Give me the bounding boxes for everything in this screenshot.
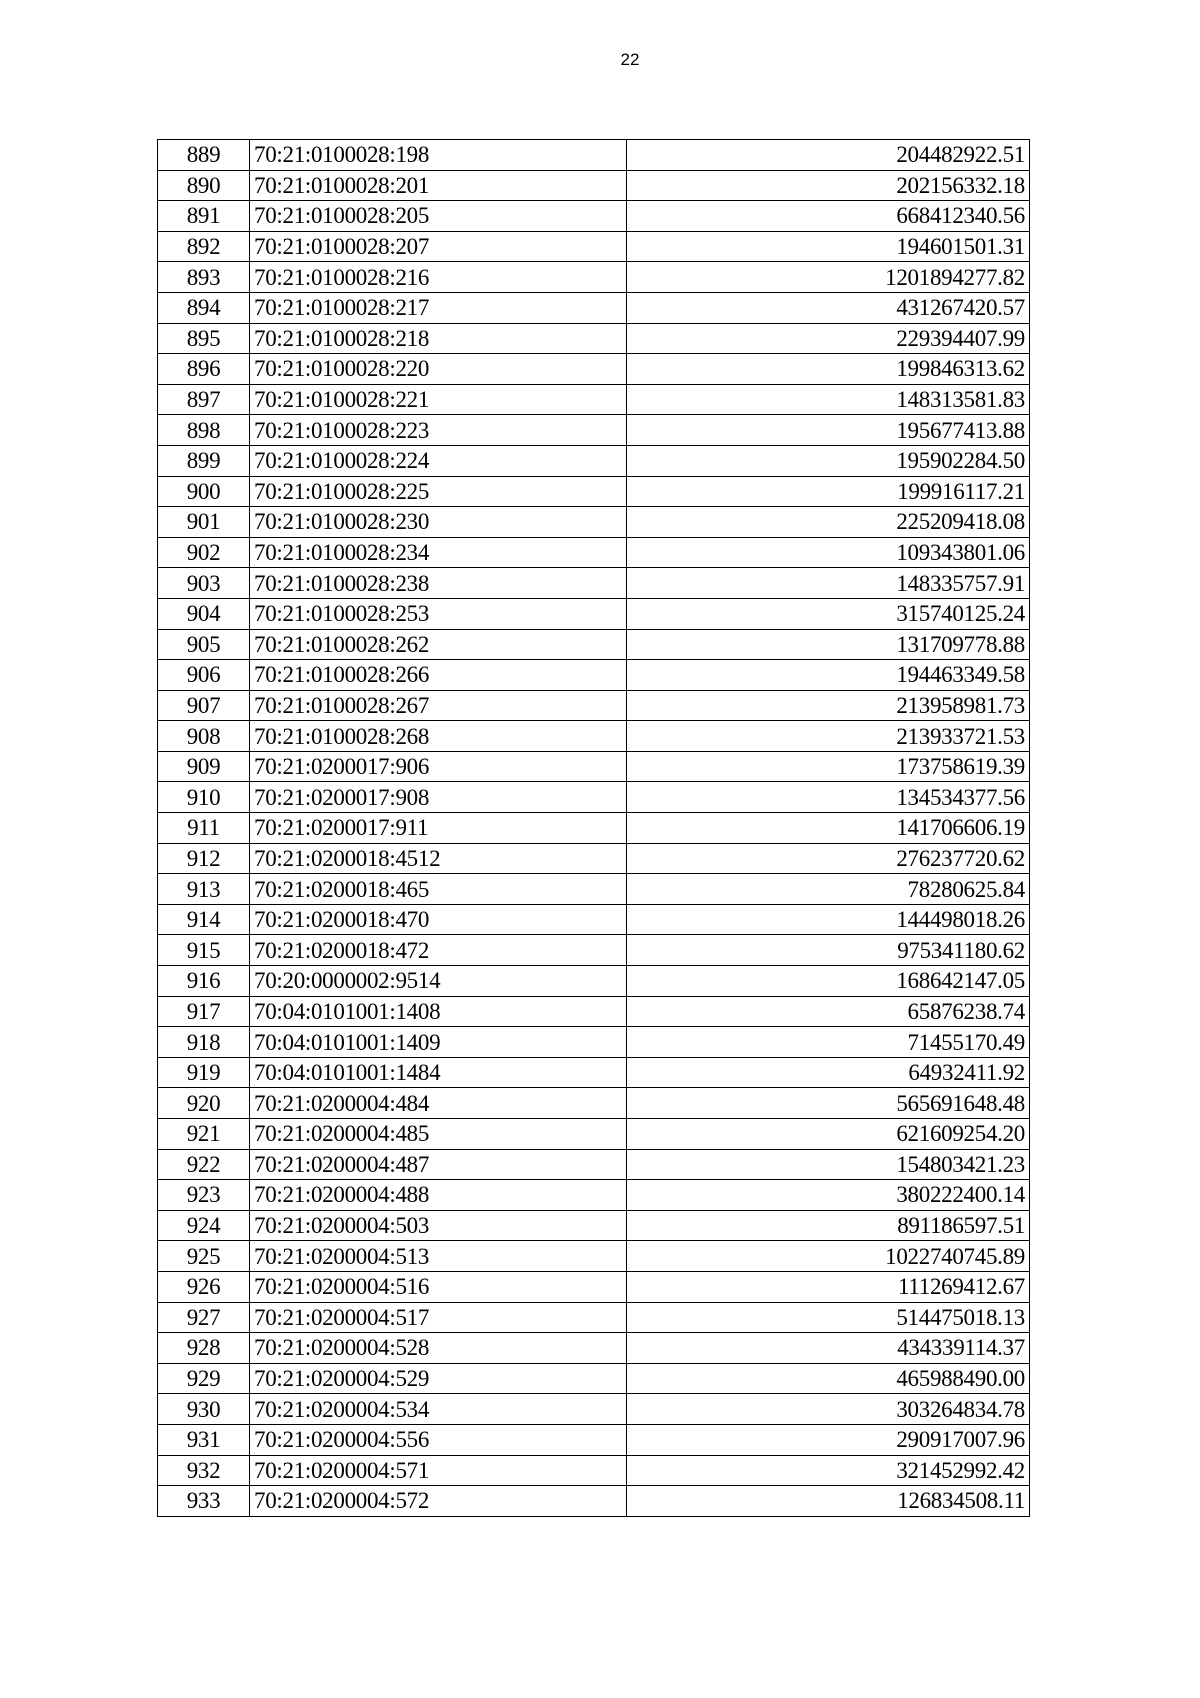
row-number-cell: 898 [158, 415, 250, 446]
cadastral-number-cell: 70:21:0200018:465 [250, 874, 627, 905]
table-row [158, 1333, 1030, 1364]
cadastral-value-cell: 204482922.51 [627, 140, 1030, 171]
table-row [158, 445, 1030, 476]
table-row [158, 292, 1030, 323]
table-row [158, 1271, 1030, 1302]
table-row [158, 660, 1030, 691]
cadastral-value-cell: 111269412.67 [627, 1271, 1030, 1302]
cadastral-value-cell: 194601501.31 [627, 231, 1030, 262]
row-number-cell: 931 [158, 1424, 250, 1455]
table-body [158, 140, 1030, 1517]
row-number-cell: 924 [158, 1210, 250, 1241]
cadastral-value-cell: 168642147.05 [627, 966, 1030, 997]
cadastral-number-cell: 70:04:0101001:1409 [250, 1027, 627, 1058]
cadastral-value-cell: 225209418.08 [627, 507, 1030, 538]
cadastral-number-cell: 70:21:0200017:911 [250, 813, 627, 844]
cadastral-number-cell: 70:21:0200018:472 [250, 935, 627, 966]
table-row [158, 201, 1030, 232]
table-row [158, 966, 1030, 997]
cadastral-number-cell: 70:21:0100028:266 [250, 660, 627, 691]
row-number-cell: 922 [158, 1149, 250, 1180]
cadastral-value-cell: 290917007.96 [627, 1424, 1030, 1455]
cadastral-number-cell: 70:21:0100028:230 [250, 507, 627, 538]
cadastral-number-cell: 70:21:0200004:529 [250, 1363, 627, 1394]
row-number-cell: 929 [158, 1363, 250, 1394]
table-row [158, 1424, 1030, 1455]
table-row [158, 1210, 1030, 1241]
row-number-cell: 897 [158, 384, 250, 415]
cadastral-number-cell: 70:21:0200004:513 [250, 1241, 627, 1272]
row-number-cell: 915 [158, 935, 250, 966]
cadastral-value-cell: 1201894277.82 [627, 262, 1030, 293]
row-number-cell: 901 [158, 507, 250, 538]
table-row [158, 354, 1030, 385]
row-number-cell: 895 [158, 323, 250, 354]
row-number-cell: 925 [158, 1241, 250, 1272]
cadastral-number-cell: 70:21:0100028:198 [250, 140, 627, 171]
cadastral-value-cell: 213933721.53 [627, 721, 1030, 752]
cadastral-value-cell: 891186597.51 [627, 1210, 1030, 1241]
table-row [158, 843, 1030, 874]
cadastral-number-cell: 70:21:0100028:205 [250, 201, 627, 232]
cadastral-number-cell: 70:21:0200004:571 [250, 1455, 627, 1486]
cadastral-value-cell: 78280625.84 [627, 874, 1030, 905]
cadastral-value-cell: 134534377.56 [627, 782, 1030, 813]
table-row [158, 1149, 1030, 1180]
cadastral-number-cell: 70:21:0200018:470 [250, 904, 627, 935]
table-row [158, 1027, 1030, 1058]
row-number-cell: 912 [158, 843, 250, 874]
cadastral-number-cell: 70:21:0200004:556 [250, 1424, 627, 1455]
table-row [158, 140, 1030, 171]
cadastral-value-cell: 64932411.92 [627, 1057, 1030, 1088]
table-row [158, 415, 1030, 446]
row-number-cell: 914 [158, 904, 250, 935]
cadastral-value-cell: 321452992.42 [627, 1455, 1030, 1486]
row-number-cell: 896 [158, 354, 250, 385]
cadastral-number-cell: 70:21:0100028:234 [250, 537, 627, 568]
cadastral-value-cell: 514475018.13 [627, 1302, 1030, 1333]
row-number-cell: 918 [158, 1027, 250, 1058]
cadastral-value-cell: 109343801.06 [627, 537, 1030, 568]
table-row [158, 1486, 1030, 1517]
cadastral-value-cell: 276237720.62 [627, 843, 1030, 874]
cadastral-value-cell: 202156332.18 [627, 170, 1030, 201]
row-number-cell: 891 [158, 201, 250, 232]
row-number-cell: 893 [158, 262, 250, 293]
row-number-cell: 913 [158, 874, 250, 905]
cadastral-value-cell: 148313581.83 [627, 384, 1030, 415]
table-row [158, 721, 1030, 752]
table-row [158, 1455, 1030, 1486]
cadastral-value-cell: 465988490.00 [627, 1363, 1030, 1394]
table-row [158, 874, 1030, 905]
row-number-cell: 900 [158, 476, 250, 507]
row-number-cell: 892 [158, 231, 250, 262]
table-row [158, 813, 1030, 844]
cadastral-number-cell: 70:21:0200004:488 [250, 1180, 627, 1211]
row-number-cell: 926 [158, 1271, 250, 1302]
row-number-cell: 909 [158, 751, 250, 782]
cadastral-number-cell: 70:21:0200004:484 [250, 1088, 627, 1119]
table-row [158, 690, 1030, 721]
cadastral-value-cell: 199846313.62 [627, 354, 1030, 385]
cadastral-number-cell: 70:21:0100028:201 [250, 170, 627, 201]
cadastral-number-cell: 70:21:0200017:908 [250, 782, 627, 813]
cadastral-value-cell: 229394407.99 [627, 323, 1030, 354]
table-row [158, 1057, 1030, 1088]
table-row [158, 996, 1030, 1027]
cadastral-number-cell: 70:21:0200004:517 [250, 1302, 627, 1333]
cadastral-value-cell: 195677413.88 [627, 415, 1030, 446]
cadastral-number-cell: 70:20:0000002:9514 [250, 966, 627, 997]
cadastral-value-cell: 199916117.21 [627, 476, 1030, 507]
table-row [158, 170, 1030, 201]
cadastral-number-cell: 70:21:0100028:253 [250, 598, 627, 629]
row-number-cell: 907 [158, 690, 250, 721]
cadastral-value-cell: 195902284.50 [627, 445, 1030, 476]
cadastral-number-cell: 70:21:0200018:4512 [250, 843, 627, 874]
table-row [158, 476, 1030, 507]
cadastral-number-cell: 70:04:0101001:1408 [250, 996, 627, 1027]
cadastral-value-cell: 431267420.57 [627, 292, 1030, 323]
table-row [158, 323, 1030, 354]
table-row [158, 231, 1030, 262]
table-row [158, 262, 1030, 293]
cadastral-value-cell: 71455170.49 [627, 1027, 1030, 1058]
cadastral-value-cell: 315740125.24 [627, 598, 1030, 629]
cadastral-number-cell: 70:21:0100028:216 [250, 262, 627, 293]
row-number-cell: 920 [158, 1088, 250, 1119]
row-number-cell: 902 [158, 537, 250, 568]
cadastral-number-cell: 70:21:0200004:485 [250, 1119, 627, 1150]
table-row [158, 1241, 1030, 1272]
cadastral-number-cell: 70:21:0100028:218 [250, 323, 627, 354]
table-row [158, 935, 1030, 966]
cadastral-value-cell: 126834508.11 [627, 1486, 1030, 1517]
cadastral-number-cell: 70:21:0100028:207 [250, 231, 627, 262]
cadastral-value-cell: 144498018.26 [627, 904, 1030, 935]
cadastral-value-cell: 65876238.74 [627, 996, 1030, 1027]
cadastral-number-cell: 70:21:0200004:516 [250, 1271, 627, 1302]
cadastral-number-cell: 70:21:0100028:268 [250, 721, 627, 752]
cadastral-number-cell: 70:21:0100028:262 [250, 629, 627, 660]
cadastral-number-cell: 70:21:0100028:225 [250, 476, 627, 507]
cadastral-number-cell: 70:21:0100028:267 [250, 690, 627, 721]
cadastral-value-cell: 141706606.19 [627, 813, 1030, 844]
cadastral-number-cell: 70:21:0100028:220 [250, 354, 627, 385]
row-number-cell: 899 [158, 445, 250, 476]
row-number-cell: 905 [158, 629, 250, 660]
row-number-cell: 903 [158, 568, 250, 599]
table-row [158, 782, 1030, 813]
table-row [158, 1302, 1030, 1333]
row-number-cell: 908 [158, 721, 250, 752]
cadastral-number-cell: 70:21:0100028:238 [250, 568, 627, 599]
row-number-cell: 932 [158, 1455, 250, 1486]
page-number: 22 [620, 50, 640, 69]
row-number-cell: 890 [158, 170, 250, 201]
cadastral-number-cell: 70:21:0200004:487 [250, 1149, 627, 1180]
cadastral-number-cell: 70:04:0101001:1484 [250, 1057, 627, 1088]
cadastral-value-cell: 303264834.78 [627, 1394, 1030, 1425]
row-number-cell: 933 [158, 1486, 250, 1517]
cadastral-value-cell: 148335757.91 [627, 568, 1030, 599]
table-row [158, 629, 1030, 660]
row-number-cell: 910 [158, 782, 250, 813]
cadastral-number-cell: 70:21:0200004:572 [250, 1486, 627, 1517]
cadastral-value-cell: 434339114.37 [627, 1333, 1030, 1364]
cadastral-number-cell: 70:21:0200004:503 [250, 1210, 627, 1241]
cadastral-number-cell: 70:21:0100028:217 [250, 292, 627, 323]
table-row [158, 537, 1030, 568]
cadastral-value-cell: 621609254.20 [627, 1119, 1030, 1150]
row-number-cell: 919 [158, 1057, 250, 1088]
row-number-cell: 923 [158, 1180, 250, 1211]
cadastral-value-cell: 380222400.14 [627, 1180, 1030, 1211]
cadastral-value-table [157, 139, 1030, 1517]
cadastral-value-cell: 213958981.73 [627, 690, 1030, 721]
row-number-cell: 894 [158, 292, 250, 323]
cadastral-number-cell: 70:21:0100028:224 [250, 445, 627, 476]
table-row [158, 1088, 1030, 1119]
row-number-cell: 904 [158, 598, 250, 629]
row-number-cell: 927 [158, 1302, 250, 1333]
cadastral-number-cell: 70:21:0100028:221 [250, 384, 627, 415]
cadastral-value-cell: 154803421.23 [627, 1149, 1030, 1180]
row-number-cell: 928 [158, 1333, 250, 1364]
cadastral-value-cell: 668412340.56 [627, 201, 1030, 232]
row-number-cell: 906 [158, 660, 250, 691]
cadastral-value-cell: 1022740745.89 [627, 1241, 1030, 1272]
cadastral-value-cell: 565691648.48 [627, 1088, 1030, 1119]
table-row [158, 1180, 1030, 1211]
cadastral-number-cell: 70:21:0200004:534 [250, 1394, 627, 1425]
table-row [158, 1363, 1030, 1394]
cadastral-number-cell: 70:21:0200017:906 [250, 751, 627, 782]
cadastral-number-cell: 70:21:0100028:223 [250, 415, 627, 446]
row-number-cell: 889 [158, 140, 250, 171]
row-number-cell: 917 [158, 996, 250, 1027]
row-number-cell: 916 [158, 966, 250, 997]
row-number-cell: 930 [158, 1394, 250, 1425]
table-row [158, 1394, 1030, 1425]
table-row [158, 507, 1030, 538]
cadastral-value-cell: 975341180.62 [627, 935, 1030, 966]
cadastral-value-cell: 131709778.88 [627, 629, 1030, 660]
cadastral-value-cell: 173758619.39 [627, 751, 1030, 782]
table-row [158, 568, 1030, 599]
table-row [158, 904, 1030, 935]
cadastral-number-cell: 70:21:0200004:528 [250, 1333, 627, 1364]
table-row [158, 598, 1030, 629]
table-row [158, 751, 1030, 782]
row-number-cell: 921 [158, 1119, 250, 1150]
row-number-cell: 911 [158, 813, 250, 844]
table-row [158, 1119, 1030, 1150]
table-row [158, 384, 1030, 415]
cadastral-value-cell: 194463349.58 [627, 660, 1030, 691]
